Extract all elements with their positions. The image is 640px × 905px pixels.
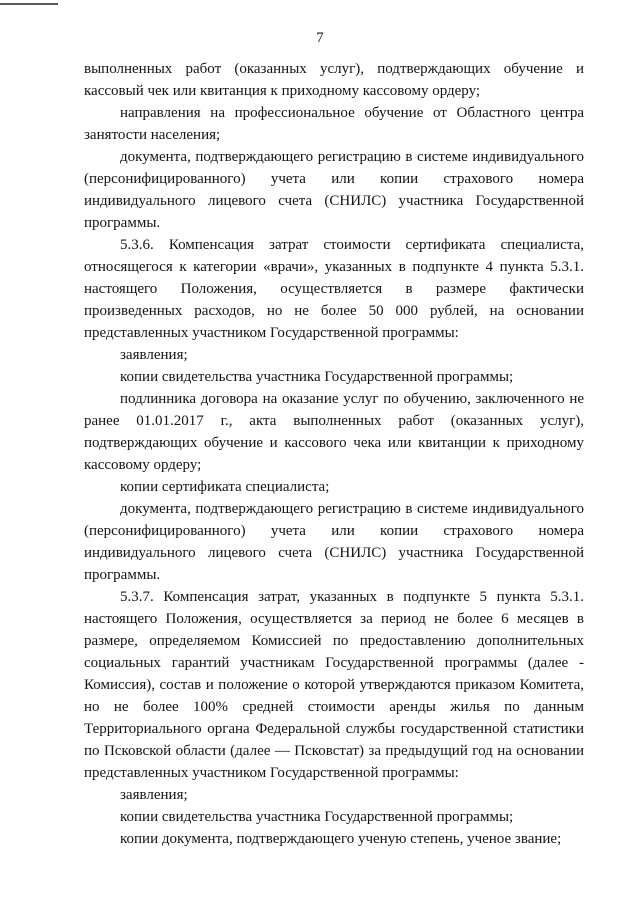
- paragraph: документа, подтверждающего регистрацию в системе индивидуального (персонифицированного) учета или копии страхового номера индивидуального лицевого счета (СНИЛС) участника Государственной программы.: [84, 149, 584, 231]
- paragraph-continuation: выполненных работ (оказанных услуг), подтверждающих обучение и кассовый чек или квитанция к приходному кассовому ордеру;: [84, 61, 584, 99]
- list-item: документа, подтверждающего регистрацию в системе индивидуального (персонифицированного) учета или копии страхового номера индивидуального лицевого счета (СНИЛС) участника Государственной программы.: [84, 501, 584, 583]
- list-item: заявления;: [120, 347, 188, 363]
- list-item: копии сертификата специалиста;: [120, 479, 330, 495]
- document-body: [84, 58, 584, 850]
- list-item: копии свидетельства участника Государственной программы;: [120, 809, 514, 825]
- list-item: копии свидетельства участника Государственной программы;: [120, 369, 514, 385]
- page-number: 7: [316, 30, 324, 46]
- section-5-3-7: 5.3.7. Компенсация затрат, указанных в подпункте 5 пункта 5.3.1. настоящего Положения, осуществляется за период не более 6 месяцев в размере, определяемом Комиссией по предоставлению дополнительных социальных гарантий участникам Государственной программы (далее - Комиссия), состав и положение о которой утверждаются приказом Комитета, но не более 100% средней стоимости аренды жилья по данным Территориального органа Федеральной службы государственной статистики по Псковской области (далее — Псковстат) за предыдущий год на основании представленных участником Государственной программы:: [84, 589, 584, 781]
- list-item: подлинника договора на оказание услуг по обучению, заключенного не ранее 01.01.2017 г., акта выполненных работ (оказанных услуг), подтверждающих обучение и кассового чека или квитанции к приходному кассовому ордеру;: [84, 391, 584, 473]
- list-item: заявления;: [120, 787, 188, 803]
- scan-corner-mark: [0, 3, 58, 5]
- paragraph: направления на профессиональное обучение от Областного центра занятости населения;: [84, 105, 584, 143]
- list-item: копии документа, подтверждающего ученую степень, ученое звание;: [120, 831, 562, 847]
- section-5-3-6: 5.3.6. Компенсация затрат стоимости сертификата специалиста, относящегося к категории «врачи», указанных в подпункте 4 пункта 5.3.1. настоящего Положения, осуществляется в размере фактически произведенных расходов, но не более 50 000 рублей, на основании представленных участником Государственной программы:: [84, 237, 584, 341]
